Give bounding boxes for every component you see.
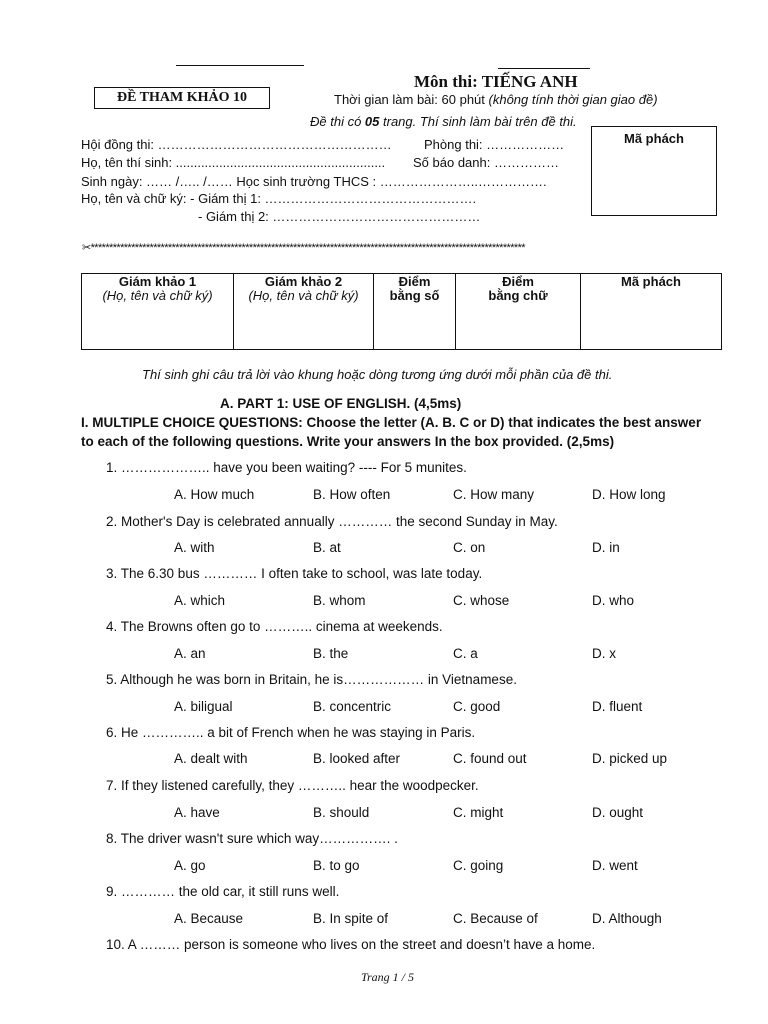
option-d[interactable]: D. picked up [592, 751, 668, 766]
option-b[interactable]: B. How often [313, 487, 391, 502]
option-c[interactable]: C. Because of [453, 911, 538, 926]
examiner-2-title: Giám khảo 2 [264, 274, 343, 289]
section1-heading-line1: I. MULTIPLE CHOICE QUESTIONS: Choose the letter (A. B. C or D) that indicates the best answer [81, 415, 702, 430]
part1-title: A. PART 1: USE OF ENGLISH. (4,5ms) [220, 396, 462, 411]
question-text: 7. If they listened carefully, they ……….. hear the woodpecker. [106, 778, 479, 793]
option-b[interactable]: B. at [313, 540, 341, 555]
question-text: 2. Mother's Day is celebrated annually ………… the second Sunday in May. [106, 514, 558, 529]
option-c[interactable]: C. going [453, 858, 504, 873]
score-number-cell[interactable] [374, 274, 456, 350]
exam-council-field[interactable]: Hội đồng thi: ……………………………………………… [81, 137, 392, 152]
examiner-2-sub: (Họ, tên và chữ ký) [248, 288, 359, 303]
question-text: 4. The Browns often go to ……….. cinema at weekends. [106, 619, 443, 634]
option-c[interactable]: C. might [453, 805, 504, 820]
signature-line-right [498, 68, 590, 69]
option-d[interactable]: D. x [592, 646, 617, 661]
score-words-title: Điểm [502, 274, 534, 289]
exam-code-box: ĐỀ THAM KHẢO 10 [94, 87, 270, 109]
question-text: 6. He ………….. a bit of French when he was staying in Paris. [106, 725, 476, 740]
ma-phach-cell-title: Mã phách [621, 274, 681, 289]
question-text: 3. The 6.30 bus ………… I often take to school, was late today. [106, 566, 483, 581]
time-allowed [334, 92, 658, 107]
instruction-text: Thí sinh ghi câu trả lời vào khung hoặc dòng tương ứng dưới mỗi phần của đề thi. [142, 367, 613, 382]
option-b[interactable]: B. concentric [313, 699, 392, 714]
page-count-note [310, 114, 577, 129]
option-a[interactable]: A. Because [174, 911, 244, 926]
birthdate-school-field[interactable]: Sinh ngày: …… /….. /…… Học sinh trường THCS : …………………..……………. [81, 174, 547, 189]
option-a[interactable]: A. How much [174, 487, 255, 502]
option-d[interactable]: D. ought [592, 805, 644, 820]
examiner-2-cell[interactable] [234, 274, 374, 350]
examiner-1-sub: (Họ, tên và chữ ký) [102, 288, 213, 303]
subject-title: Môn thi: TIẾNG ANH [414, 72, 578, 91]
option-c[interactable]: C. good [453, 699, 501, 714]
option-d[interactable]: D. who [592, 593, 635, 608]
option-a[interactable]: A. biligual [174, 699, 233, 714]
time-note: (không tính thời gian giao đề) [488, 92, 658, 107]
question-text: 9. ………… the old car, it still runs well. [106, 884, 340, 899]
score-number-title: Điểm [398, 274, 431, 289]
score-number-sub: bằng số [389, 288, 440, 303]
section1-heading-line2: to each of the following questions. Write your answers In the box provided. (2,5ms) [81, 434, 615, 449]
pages-post: . Thí sinh làm bài trên đề thi. [412, 114, 577, 129]
option-a[interactable]: A. dealt with [174, 751, 248, 766]
pages-num: 05 [364, 114, 380, 129]
candidate-number-field[interactable]: Số báo danh: …………… [413, 155, 559, 170]
option-b[interactable]: B. In spite of [313, 911, 389, 926]
ma-phach-label: Mã phách [624, 131, 684, 146]
option-a[interactable]: A. with [174, 540, 215, 555]
option-d[interactable]: D. Although [592, 911, 662, 926]
pages-trang: trang [379, 114, 413, 129]
option-c[interactable]: C. whose [453, 593, 510, 608]
option-a[interactable]: A. an [174, 646, 206, 661]
option-b[interactable]: B. whom [313, 593, 366, 608]
option-b[interactable]: B. to go [313, 858, 360, 873]
option-d[interactable]: D. How long [592, 487, 666, 502]
proctor-2-field[interactable]: - Giám thị 2: ………………………………………… [198, 209, 481, 224]
option-c[interactable]: C. How many [453, 487, 535, 502]
examiner-1-cell[interactable] [82, 274, 234, 350]
option-a[interactable]: A. which [174, 593, 226, 608]
option-b[interactable]: B. looked after [313, 751, 401, 766]
option-d[interactable]: D. went [592, 858, 638, 873]
option-b[interactable]: B. should [313, 805, 370, 820]
option-d[interactable]: D. in [592, 540, 620, 555]
score-words-sub: bằng chữ [488, 288, 548, 303]
pages-pre: Đề thi có [310, 114, 365, 129]
option-a[interactable]: A. go [174, 858, 206, 873]
option-c[interactable]: C. found out [453, 751, 527, 766]
option-d[interactable]: D. fluent [592, 699, 643, 714]
time-main: Thời gian làm bài: 60 phút [334, 92, 489, 107]
question-text: 1. ……………….. have you been waiting? ---- For 5 munites. [106, 460, 467, 475]
page-footer: Trang 1 / 5 [361, 970, 415, 984]
question-text: 5. Although he was born in Britain, he is……………… in Vietnamese. [106, 672, 517, 687]
room-field[interactable]: Phòng thi: ……………… [424, 137, 565, 152]
proctor-1-field[interactable]: Họ, tên và chữ ký: - Giám thị 1: …………………………………………. [81, 191, 477, 206]
question-10-text: 10. A ……… person is someone who lives on the street and doesn’t have a home. [106, 937, 596, 952]
cut-line: ✂********************************************************************************************************************** [82, 242, 525, 254]
option-b[interactable]: B. the [313, 646, 349, 661]
examiner-1-title: Giám khảo 1 [118, 274, 197, 289]
option-c[interactable]: C. on [453, 540, 486, 555]
signature-line-left [176, 65, 304, 66]
ma-phach-cell[interactable] [581, 274, 722, 350]
ma-phach-box[interactable] [591, 126, 717, 216]
option-c[interactable]: C. a [453, 646, 478, 661]
score-words-cell[interactable] [456, 274, 581, 350]
grading-table [81, 273, 722, 350]
question-text: 8. The driver wasn't sure which way……………. . [106, 831, 398, 846]
candidate-name-field[interactable]: Họ, tên thí sinh: .......................................................... [81, 155, 386, 170]
option-a[interactable]: A. have [174, 805, 220, 820]
